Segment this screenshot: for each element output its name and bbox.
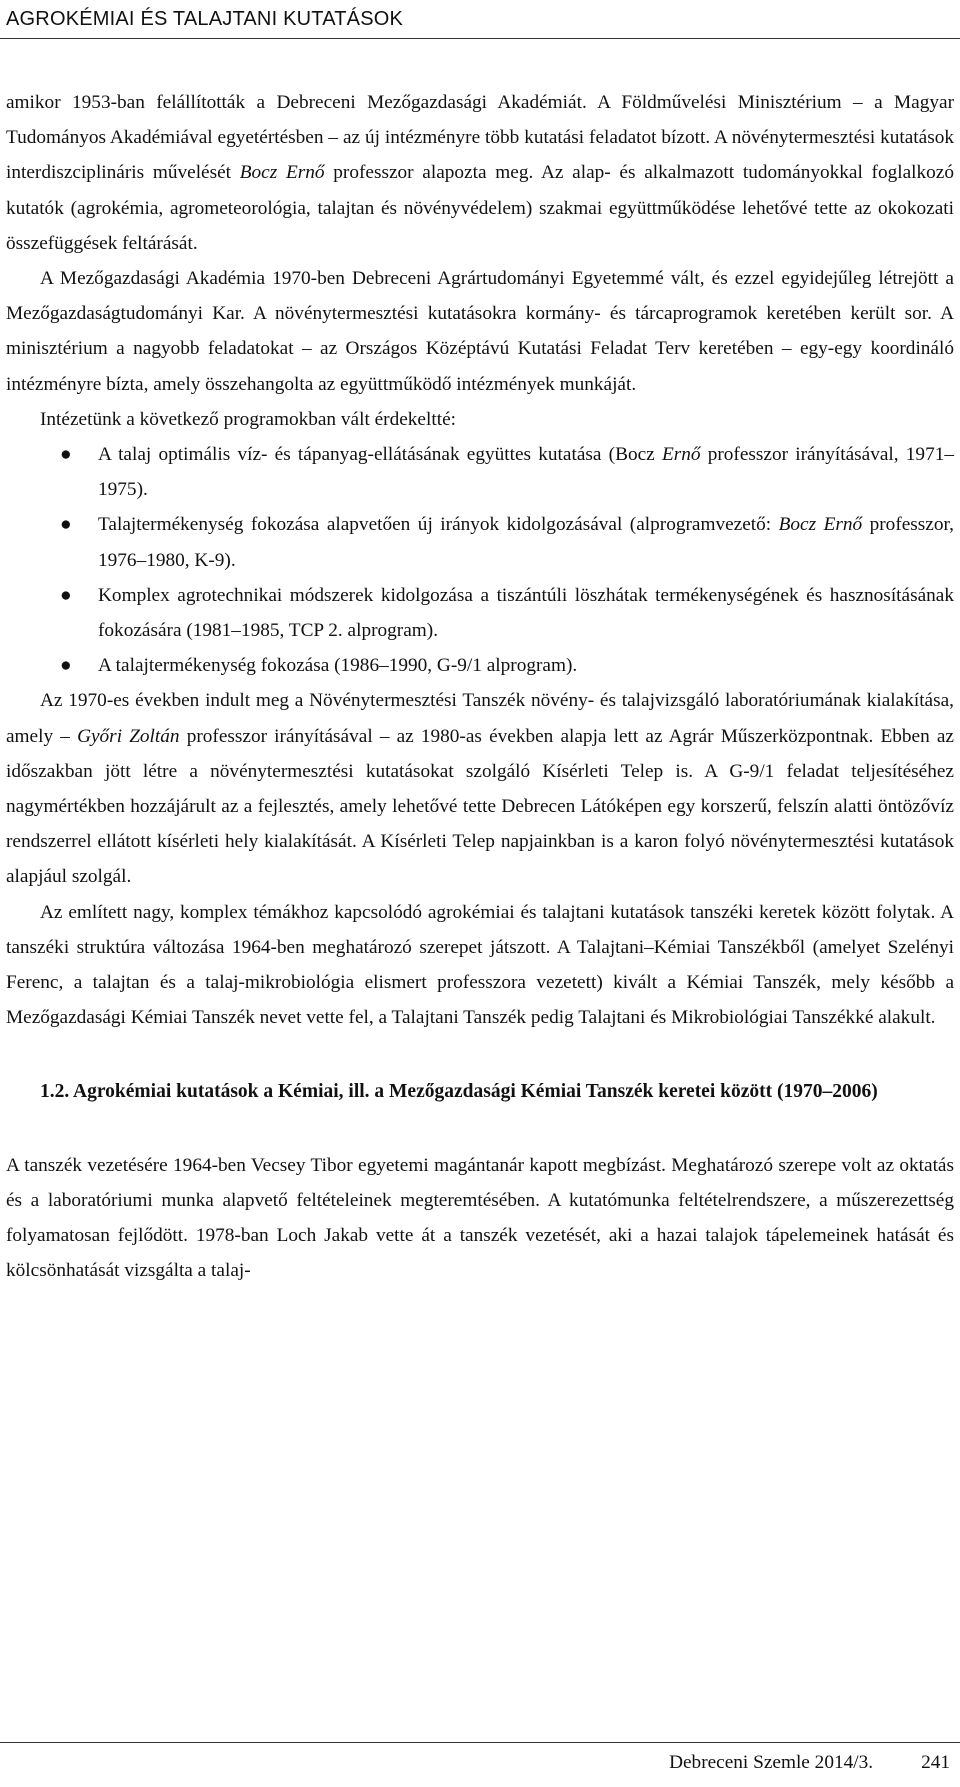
list-item-name: Bocz Ernő [778, 514, 863, 536]
paragraph-5: Az említett nagy, komplex témákhoz kapcsolódó agrokémiai és talajtani kutatások tanszéki keretek között folytak. A tanszéki struktúra változása 1964-ben meghatározó szerepet játszott. A Talajtani–Kémiai Tanszékből (amelyet Szelényi Ferenc, a talajtan és a talaj-mikrobiológia elismert professzora vezetett) kivált a Kémiai Tanszék, mely később a Mezőgazdasági Kémiai Tanszék nevet vette fel, a Talajtani Tanszék pedig Talajtani és Mikrobiológiai Tanszékké alakult. [6, 901, 954, 1029]
bullet-icon: ● [60, 514, 72, 536]
bullet-icon: ● [60, 584, 72, 606]
section-heading: 1.2. Agrokémiai kutatások a Kémiai, ill. a Mezőgazdasági Kémiai Tanszék keretei között (1970–2006) [40, 1081, 878, 1103]
list-item-name: Ernő [661, 444, 701, 466]
paragraph-1 [6, 85, 954, 261]
list-item [6, 578, 954, 648]
person-name-gyori-zoltan: Győri Zoltán [77, 725, 180, 747]
list-item [6, 648, 954, 683]
paragraph-1-text-b: professzor alapozta meg. Az alap- és alkalmazott tudományokkal foglalkozó kutatók (agrokémia, agrometeorológia, talajtan és növényvédelem) szakmai együttműködése lehetővé tette az okokozati összefüggések feltárását. [6, 162, 954, 254]
list-item-text-b: professzor, 1976–1980, K-9). [98, 514, 954, 571]
paragraph-4-text-b: professzor irányításával – az 1980-as években alapja lett az Agrár Műszerközpontnak. Ebben az időszakban jött létre a növénytermesztési kutatásokat szolgáló Kísérleti Telep is. A G-9/1 feladat teljesítéséhez nagymértékben hozzájárult az a fejlesztés, amely lehetővé tette Debrecen Látóképen egy korszerű, felszín alatti öntözővíz rendszerrel ellátott kísérleti hely kialakítását. A Kísérleti Telep napjainkban is a karon folyó növénytermesztési kutatások alapjául szolgál. [6, 725, 954, 888]
list-item [6, 437, 954, 507]
list-item-text-a: A talajtermékenység fokozása (1986–1990, G-9/1 alprogram). [98, 655, 578, 677]
list-item [6, 507, 954, 577]
bullet-icon: ● [60, 655, 72, 677]
journal-name: Debreceni Szemle 2014/3. [669, 1752, 874, 1773]
article-body [6, 85, 954, 1289]
list-item-text-a: A talaj optimális víz- és tápanyag-ellátásának együttes kutatása (Bocz [98, 444, 662, 466]
list-item-text-b: professzor irányításával, 1971–1975). [98, 444, 954, 501]
bullet-icon: ● [60, 444, 72, 466]
person-name-bocz-erno: Bocz Ernő [239, 162, 325, 184]
paragraph-2: A Mezőgazdasági Akadémia 1970-ben Debreceni Agrártudományi Egyetemmé vált, és ezzel egyidejűleg létrejött a Mezőgazdaságtudományi Kar. A növénytermesztési kutatásokra kormány- és tárcaprogramok keretében került sor. A minisztérium a nagyobb feladatokat – az Országos Középtávú Kutatási Feladat Terv keretében – egy-egy koordináló intézményre bízta, amely összehangolta az együttműködő intézmények munkáját. [6, 268, 954, 395]
list-item-text-a: Komplex agrotechnikai módszerek kidolgozása a tiszántúli löszhátak termékenységének és hasznosításának fokozására (1981–1985, TCP 2. alprogram). [98, 584, 954, 642]
paragraph-1-text-a: amikor 1953-ban felállították a Debreceni Mezőgazdasági Akadémiát. A Földművelési Minisztérium – a Magyar Tudományos Akadémiával egyetértésben – az új intézményre több kutatási feladatot bízott. A növénytermesztési kutatások interdiszciplináris művelését [6, 92, 954, 184]
list-item-text-a: Talajtermékenység fokozása alapvetően új irányok kidolgozásával (alprogramvezető: [98, 514, 779, 536]
paragraph-3: Intézetünk a következő programokban vált érdekeltté: [40, 408, 456, 430]
header-rule [0, 38, 960, 39]
paragraph-4-text-a: Az 1970-es években indult meg a Növénytermesztési Tanszék növény- és talajvizsgáló laboratóriumának kialakítása, amely – [6, 690, 954, 747]
page-number: 241 [921, 1752, 950, 1773]
paragraph-6: A tanszék vezetésére 1964-ben Vecsey Tibor egyetemi magántanár kapott megbízást. Meghatározó szerepe volt az oktatás és a laboratóriumi munka alapvető feltételeinek megteremtésében. A kutatómunka feltételrendszere, a műszerezettség folyamatosan fejlődött. 1978-ban Loch Jakab vette át a tanszék vezetését, aki a hazai talajok tápelemeinek hatását és kölcsönhatását vizsgálta a talaj- [6, 1154, 954, 1282]
program-list [6, 437, 954, 683]
footer-rule [0, 1742, 960, 1743]
paragraph-4 [6, 683, 954, 894]
running-header: AGROKÉMIAI ÉS TALAJTANI KUTATÁSOK [6, 8, 404, 30]
page-footer [669, 1748, 950, 1778]
